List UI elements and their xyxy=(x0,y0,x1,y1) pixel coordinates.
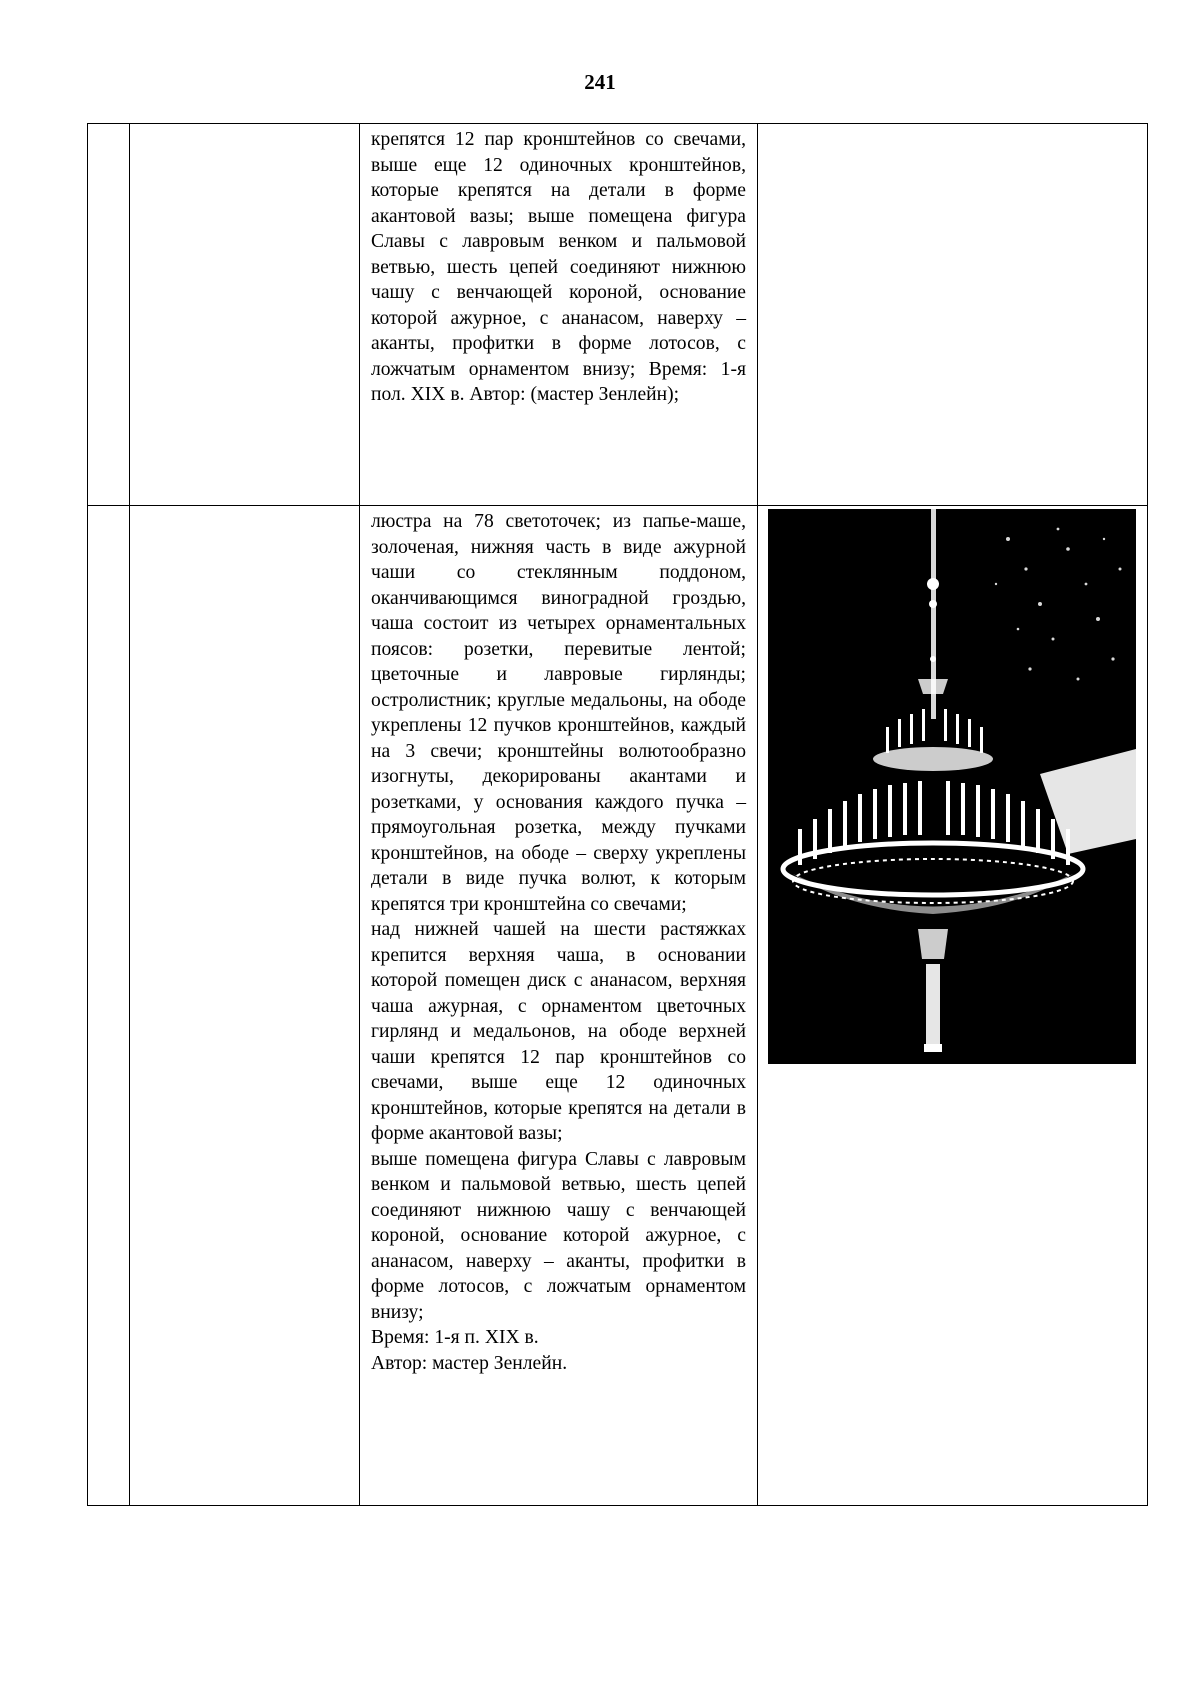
description-paragraph: выше помещена фигура Славы с лавровым венком и пальмовой ветвью, шесть цепей соединяют нижнюю чашу с венчающей короной, основание которой ажурное, с ананасом, наверху – аканты, профитки в форме лотосов, с ложчатым орнаментом внизу; xyxy=(371,1148,746,1323)
register-table xyxy=(87,123,1148,1506)
description-cell xyxy=(360,124,758,506)
description-cell xyxy=(360,506,758,1506)
description-date: Время: 1-я п. XIX в. xyxy=(371,1327,539,1348)
description-paragraph: над нижней чашей на шести растяжках крепится верхняя чаша, в основании которой помещен диск с ананасом, верхняя чаша ажурная, с орнаментом цветочных гирлянд и медальонов, на ободе верхней чаши крепятся 12 пар кронштейнов со свечами, выше еще 12 одиночных кронштейнов, которые крепятся на детали в форме акантовой вазы; xyxy=(371,919,746,1144)
page-number: 241 xyxy=(584,70,616,94)
name-cell xyxy=(130,124,360,506)
table-row xyxy=(88,124,1148,506)
photo-cell xyxy=(758,124,1148,506)
description-author: Автор: мастер Зенлейн. xyxy=(371,1352,568,1374)
name-cell xyxy=(130,506,360,1506)
description-paragraph: люстра на 78 светоточек; из папье-маше, золоченая, нижняя часть в виде ажурной чаши со стеклянным поддоном, оканчивающимся виноградной гроздью, чаша состоит из четырех орнаментальных поясов: розетки, перевитые лентой; цветочные и лавровые гирлянды; остролистник; круглые медальоны, на ободе укреплены 12 пучков кронштейнов, каждый на 3 свечи; кронштейны волютообразно изогнуты, декорированы акантами и розетками, у основания каждого пучка – прямоугольная розетка, между пучками кронштейнов, на ободе – сверху укреплены детали в виде пучка волют, к которым крепятся три кронштейна со свечами; xyxy=(371,511,746,915)
photo-cell xyxy=(758,506,1148,1506)
table-row xyxy=(88,506,1148,1506)
number-cell xyxy=(88,124,130,506)
number-cell xyxy=(88,506,130,1506)
description-text: крепятся 12 пар кронштейнов со свечами, выше еще 12 одиночных кронштейнов, которые крепятся на детали в форме акантовой вазы; выше помещена фигура Славы с лавровым венком и пальмовой ветвью, шесть цепей соединяют нижнюю чашу с венчающей короной, основание которой ажурное, с ананасом, наверху – аканты, профитки в форме лотосов, с ложчатым орнаментом внизу; Время: 1-я пол. XIX в. Автор: (мастер Зенлейн); xyxy=(371,129,746,405)
chandelier-photo xyxy=(768,509,1136,1064)
